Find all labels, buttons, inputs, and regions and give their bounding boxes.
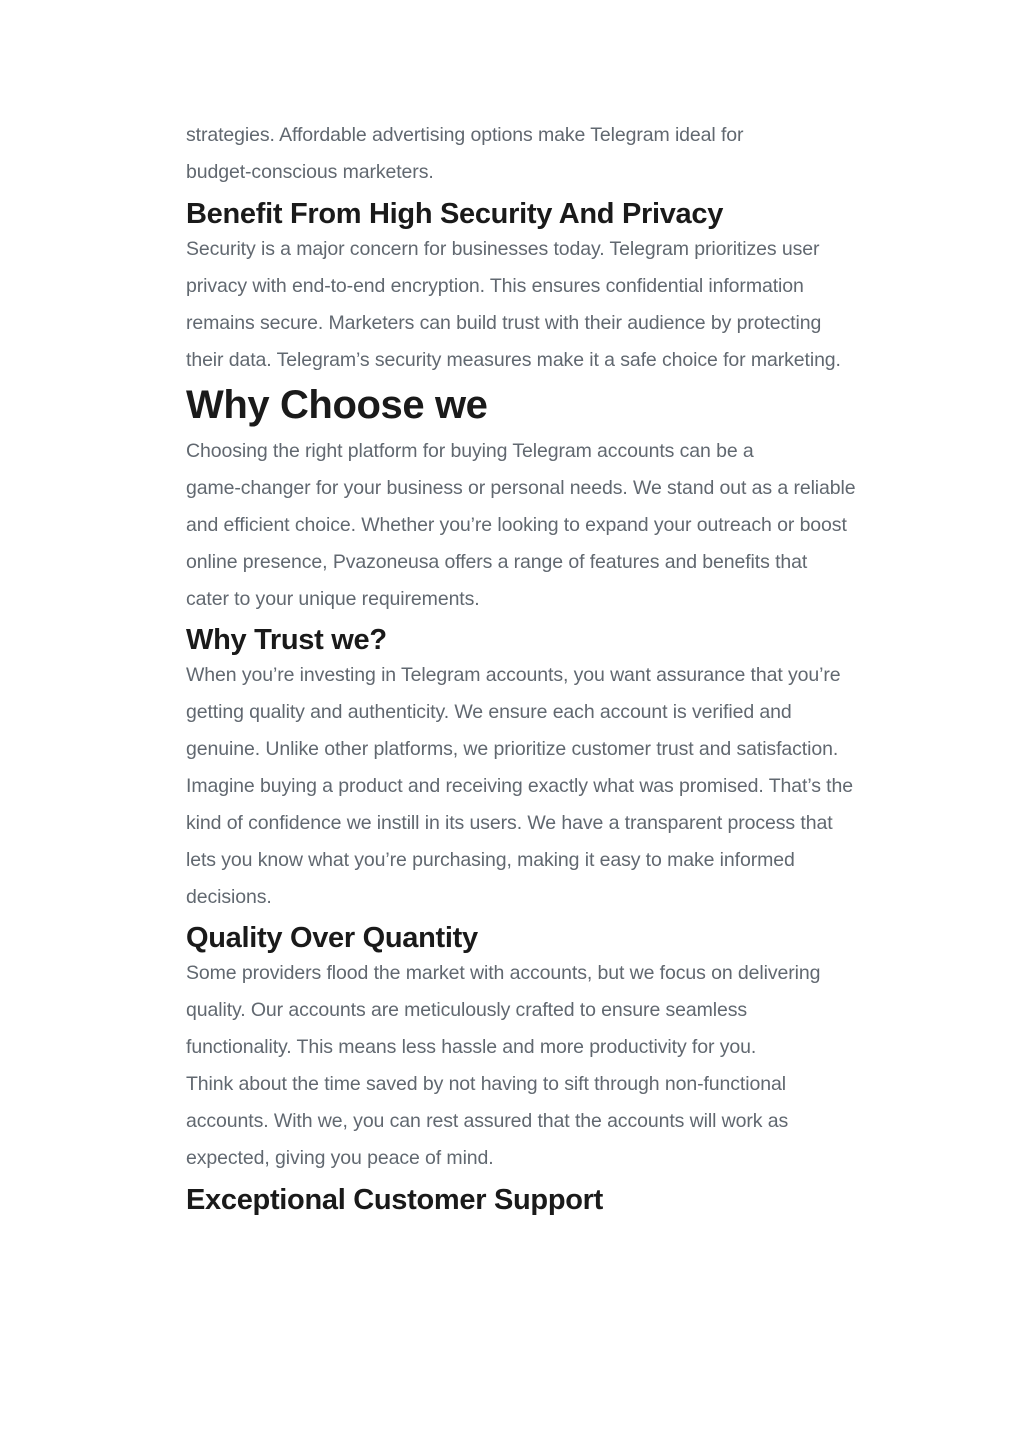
text-line: lets you know what you’re purchasing, making it easy to make informed xyxy=(186,849,795,871)
quality-paragraph xyxy=(186,955,906,1177)
text-line: online presence, Pvazoneusa offers a range of features and benefits that xyxy=(186,551,808,573)
text-line: When you’re investing in Telegram accounts, you want assurance that you’re xyxy=(186,664,841,686)
security-heading: Benefit From High Security And Privacy xyxy=(186,198,724,230)
text-line: kind of confidence we instill in its users. We have a transparent process that xyxy=(186,812,833,834)
why-trust-paragraph xyxy=(186,657,906,916)
why-choose-heading: Why Choose we xyxy=(186,383,488,427)
text-line: expected, giving you peace of mind. xyxy=(186,1147,494,1169)
text-line: Imagine buying a product and receiving exactly what was promised. That’s the xyxy=(186,775,853,797)
customer-support-heading: Exceptional Customer Support xyxy=(186,1184,603,1216)
why-trust-heading: Why Trust we? xyxy=(186,624,387,656)
text-line: cater to your unique requirements. xyxy=(186,588,480,610)
intro-paragraph xyxy=(186,117,906,191)
text-line: Some providers flood the market with accounts, but we focus on delivering xyxy=(186,962,821,984)
text-line: functionality. This means less hassle and more productivity for you. xyxy=(186,1036,757,1058)
text-line: Think about the time saved by not having to sift through non-functional xyxy=(186,1073,786,1095)
text-line: Security is a major concern for businesses today. Telegram prioritizes user xyxy=(186,238,820,260)
why-choose-paragraph xyxy=(186,433,906,618)
text-line: strategies. Affordable advertising options make Telegram ideal for xyxy=(186,124,744,146)
text-line: getting quality and authenticity. We ensure each account is verified and xyxy=(186,701,792,723)
text-line: quality. Our accounts are meticulously crafted to ensure seamless xyxy=(186,999,748,1021)
text-line: remains secure. Marketers can build trust with their audience by protecting xyxy=(186,312,822,334)
text-line: their data. Telegram’s security measures make it a safe choice for marketing. xyxy=(186,349,841,371)
document-page xyxy=(186,117,906,1222)
text-line: Choosing the right platform for buying Telegram accounts can be a xyxy=(186,440,754,462)
quality-heading: Quality Over Quantity xyxy=(186,922,478,954)
text-line: budget-conscious marketers. xyxy=(186,161,434,183)
security-paragraph xyxy=(186,231,906,379)
text-line: game-changer for your business or personal needs. We stand out as a reliable xyxy=(186,477,856,499)
text-line: accounts. With we, you can rest assured that the accounts will work as xyxy=(186,1110,789,1132)
text-line: privacy with end-to-end encryption. This ensures confidential information xyxy=(186,275,804,297)
text-line: and efficient choice. Whether you’re looking to expand your outreach or boost xyxy=(186,514,847,536)
text-line: genuine. Unlike other platforms, we prioritize customer trust and satisfaction. xyxy=(186,738,839,760)
text-line: decisions. xyxy=(186,886,272,908)
